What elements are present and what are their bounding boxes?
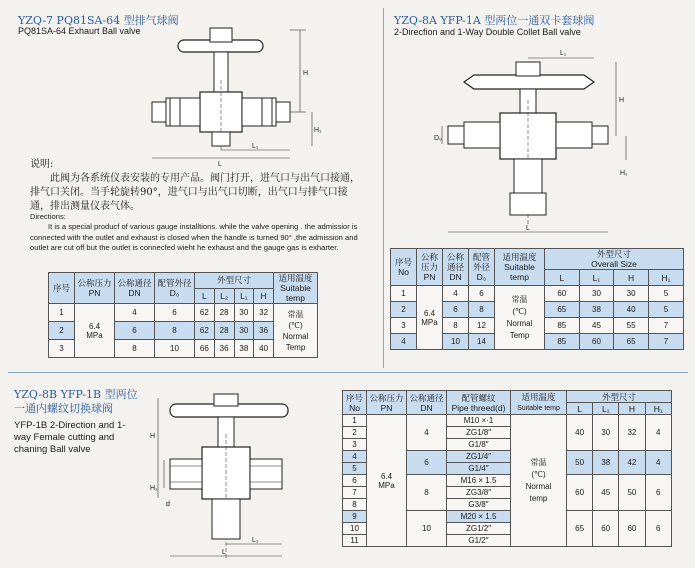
table-row: 4 10 14 85 60 65 7 (391, 334, 684, 350)
table-row: 3 G1/8″ (343, 439, 672, 451)
table-row: 9 10 M20 × 1.5 65 60 60 6 (343, 511, 672, 523)
th-temp: 适用温度 Suitable temp (511, 391, 567, 415)
table-row: 1 6.4 MPa 4 6 62 28 30 32 常温 (℃) Normal Temp (49, 304, 318, 322)
th-l: L (567, 403, 593, 415)
dim-l: L (526, 225, 530, 232)
th-h: H (619, 403, 645, 415)
th-temp: 适用温度 Suitable temp (274, 273, 318, 304)
valve-drawing (140, 20, 320, 170)
th-thread: 配管螺纹 Pipe threed(d) (447, 391, 511, 415)
panel-subtitle-line3: chaning Ball valve (14, 444, 91, 455)
table-row: 7 ZG3/8″ (343, 487, 672, 499)
table-row: 5 G1/4″ (343, 463, 672, 475)
dim-d0: D₀ (434, 135, 442, 142)
th-no: 序号 No (391, 249, 417, 286)
temp-cell: 常温 (℃) Normal Temp (274, 304, 318, 358)
th-size: 外型尺寸 Overall Size (545, 249, 684, 270)
th-temp: 适用温度 Suitable temp (495, 249, 545, 286)
table-row: 10 ZG1/2″ (343, 523, 672, 535)
notes-cn-head: 说明: (30, 159, 54, 170)
spec-table-yzq7 (48, 272, 318, 358)
dim-h: H (150, 433, 156, 440)
th-d0: 配管外径 D₀ (155, 273, 195, 304)
pn-cell: 6.4 MPa (367, 415, 407, 547)
th-l1: L₁ (593, 403, 619, 415)
dim-l: L (222, 549, 226, 556)
panel-subtitle: PQ81SA-64 Exhaurt Ball valve (18, 26, 141, 36)
th-h1: H₁ (648, 270, 683, 286)
table-row: 1 6.4 MPa 4 M10 ×·1 常温 (℃) Normal temp 40 30 32 4 (343, 415, 672, 427)
th-dn: 公称 通径 DN (443, 249, 469, 286)
th-no: 序号 (49, 273, 75, 304)
horizontal-divider (8, 372, 688, 373)
panel-title: YZQ-8A YFP-1A 型两位一通双卡套球阀 (394, 14, 595, 27)
temp-cell: 常温 (℃) Normal temp (511, 415, 567, 547)
th-dn: 公称通径 DN (115, 273, 155, 304)
valve-drawing (150, 394, 340, 564)
notes-cn: 此阀为各系统仪表安装的专用产品。阀门打开，进气口与出气口接通，排气口关闭。当手轮旋转90°，进气口与出气口切断，出气口与排气口接通，排出测量仪表气体。 (30, 173, 360, 212)
panel-subtitle: YFP-1B 2-Direction and 1- (14, 420, 126, 431)
dim-h: H (619, 97, 625, 104)
th-l1: L₁ (234, 288, 254, 304)
th-no: 序号 No (343, 391, 367, 415)
th-l: L (195, 288, 215, 304)
dim-h: H (303, 70, 309, 77)
table-row: 8 G3/8″ (343, 499, 672, 511)
temp-cell: 常温 (℃) Normal Temp (495, 286, 545, 350)
table-row: 11 G1/2″ (343, 535, 672, 547)
th-h: H (254, 288, 274, 304)
spec-table-yzq8a (390, 248, 684, 350)
dim-l1: L₁ (252, 537, 259, 544)
notes-en: It is a special producf of various gauge installtions. while the valve opening . the admissior is connected with the outlet and exhaust is closed when the handle is turned 90° ,the admission and outlet are cut off but the outlet is connecfed wieht he exhaust and the gauge gas is exharter. (30, 222, 358, 252)
dim-h1: H₁ (150, 485, 158, 492)
th-pn: 公称 压力 PN (417, 249, 443, 286)
dim-h1: H₁ (620, 170, 628, 177)
panel-yzq7 (0, 0, 383, 372)
th-l1: L₁ (579, 270, 614, 286)
th-d0: 配管 外径 D₀ (469, 249, 495, 286)
notes-en-head: Directions: (30, 212, 66, 221)
th-l: L (545, 270, 580, 286)
panel-title: YZQ-7 PQ81SA-64 型排气球阀 (18, 14, 179, 27)
th-l2: L₂ (214, 288, 234, 304)
pn-cell: 6.4 MPa (417, 286, 443, 350)
dim-l1: L₁ (252, 143, 259, 150)
table-row: 1 6.4 MPa 4 6 常温 (℃) Normal Temp 60 30 30 5 (391, 286, 684, 302)
table-row: 2 6 8 62 28 30 36 (49, 322, 318, 340)
table-row: 3 8 10 66 36 38 40 (49, 340, 318, 358)
th-dn: 公称通径 DN (407, 391, 447, 415)
table-row: 3 8 12 85 45 55 7 (391, 318, 684, 334)
th-h1: H₁ (645, 403, 671, 415)
panel-subtitle-line2: way Female cutting and (14, 432, 115, 443)
dim-h1: H₁ (314, 127, 322, 134)
th-size: 外型尺寸 (195, 273, 274, 289)
panel-yzq8a (384, 0, 695, 372)
th-pn: 公称压力 PN (75, 273, 115, 304)
panel-yzq8b (0, 374, 695, 568)
table-row: 2 6 8 65 38 40 5 (391, 302, 684, 318)
table-row: 4 6 ZG1/4″ 50 38 42 4 (343, 451, 672, 463)
panel-title: YZQ-8B YFP-1B 型两位 (14, 388, 138, 401)
th-pn: 公称压力 PN (367, 391, 407, 415)
dim-d: d (166, 501, 170, 508)
pn-cell: 6.4 MPa (75, 304, 115, 358)
table-row: 2 ZG1/8″ (343, 427, 672, 439)
dim-l1: L₁ (560, 50, 567, 57)
panel-subtitle: 2-Direcfion and 1-Way Double Collet Ball valve (394, 27, 581, 37)
th-size: 外型尺寸 (567, 391, 672, 403)
spec-table-yzq8b (342, 390, 672, 547)
dim-l: L (218, 161, 222, 168)
table-row: 6 8 M16 × 1.5 60 45 50 6 (343, 475, 672, 487)
th-h: H (614, 270, 649, 286)
valve-drawing (434, 40, 634, 240)
panel-title-line2: 一通内螺纹切换球阀 (14, 402, 113, 415)
